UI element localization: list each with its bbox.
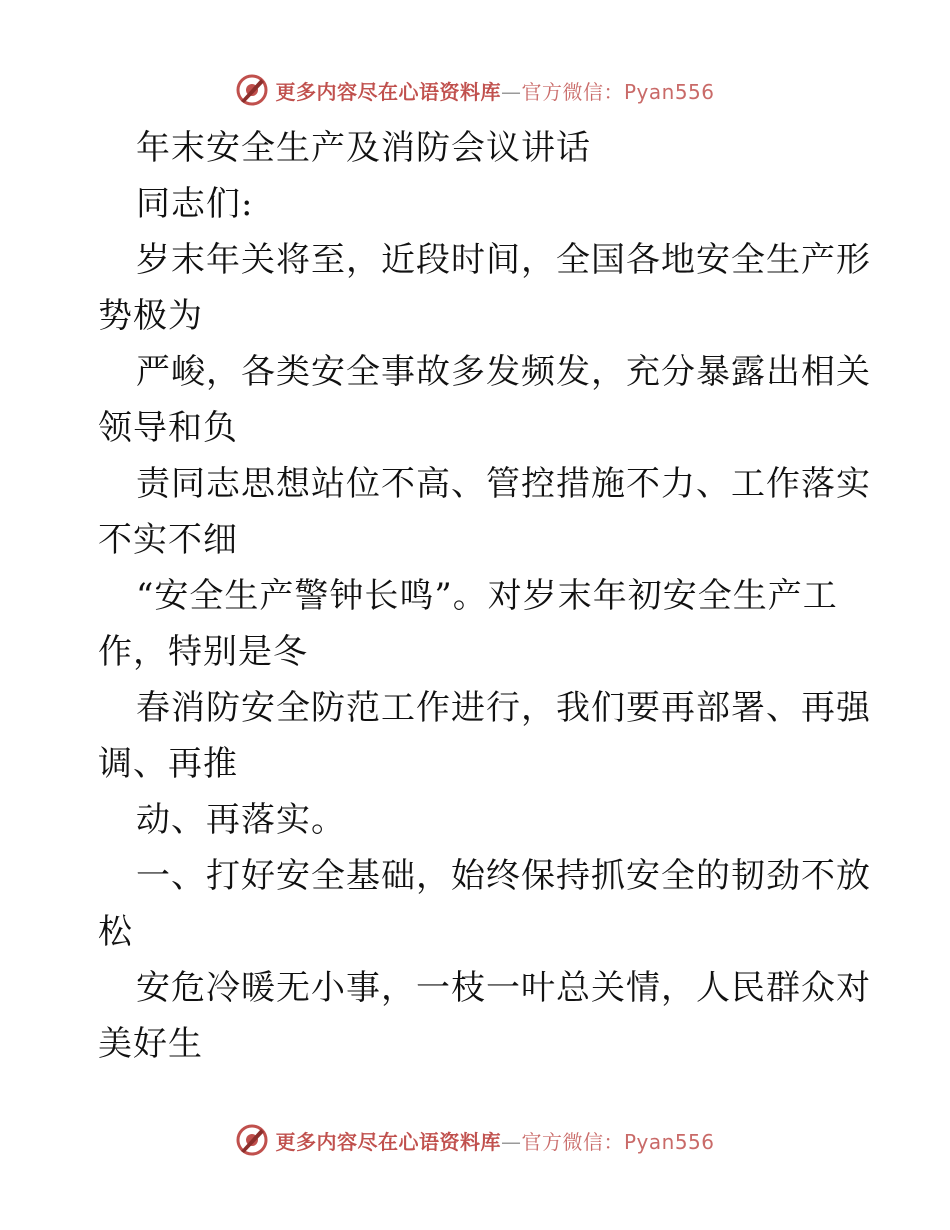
footer-banner-group bbox=[235, 1123, 714, 1157]
document-line: 动、再落实。 bbox=[136, 800, 346, 840]
document-line: 美好生 bbox=[98, 1024, 203, 1064]
document-line: 春消防安全防范工作进行，我们要再部署、再强 bbox=[136, 688, 871, 728]
footer-brand-text: 更多内容尽在心语资料库 bbox=[275, 1129, 501, 1154]
footer-banner-text bbox=[275, 1126, 714, 1155]
header-watermark-banner bbox=[0, 70, 950, 110]
document-line: “安全生产警钟长鸣”。对岁末年初安全生产工 bbox=[136, 576, 838, 616]
document-line: 一、打好安全基础，始终保持抓安全的韧劲不放 bbox=[136, 856, 871, 896]
footer-separator: — bbox=[500, 1129, 522, 1154]
document-line: 同志们: bbox=[136, 184, 254, 224]
document-line: 领导和负 bbox=[98, 408, 238, 448]
header-wechat-id: Pyan556 bbox=[623, 79, 715, 104]
document-line: 松 bbox=[98, 912, 133, 952]
document-line: 作，特别是冬 bbox=[98, 632, 308, 672]
footer-wechat-label: 官方微信： bbox=[521, 1129, 624, 1154]
document-line: 调、再推 bbox=[98, 744, 238, 784]
document-line: 安危冷暖无小事，一枝一叶总关情，人民群众对 bbox=[136, 968, 871, 1008]
document-line: 责同志思想站位不高、管控措施不力、工作落实 bbox=[136, 464, 871, 504]
footer-watermark-banner bbox=[0, 1120, 950, 1160]
header-banner-text bbox=[275, 76, 714, 105]
document-line: 年末安全生产及消防会议讲话 bbox=[136, 128, 591, 168]
document-line: 不实不细 bbox=[98, 520, 238, 560]
header-wechat-label: 官方微信： bbox=[521, 79, 624, 104]
header-brand-text: 更多内容尽在心语资料库 bbox=[275, 79, 501, 104]
document-body bbox=[98, 120, 871, 1072]
footer-wechat-id: Pyan556 bbox=[623, 1129, 715, 1154]
document-line: 严峻，各类安全事故多发频发，充分暴露出相关 bbox=[136, 352, 871, 392]
header-separator: — bbox=[500, 79, 522, 104]
document-line: 岁末年关将至，近段时间，全国各地安全生产形 bbox=[136, 240, 871, 280]
header-banner-group bbox=[235, 73, 714, 107]
document-line: 势极为 bbox=[98, 296, 203, 336]
quill-logo-icon bbox=[235, 73, 269, 107]
quill-logo-icon bbox=[235, 1123, 269, 1157]
